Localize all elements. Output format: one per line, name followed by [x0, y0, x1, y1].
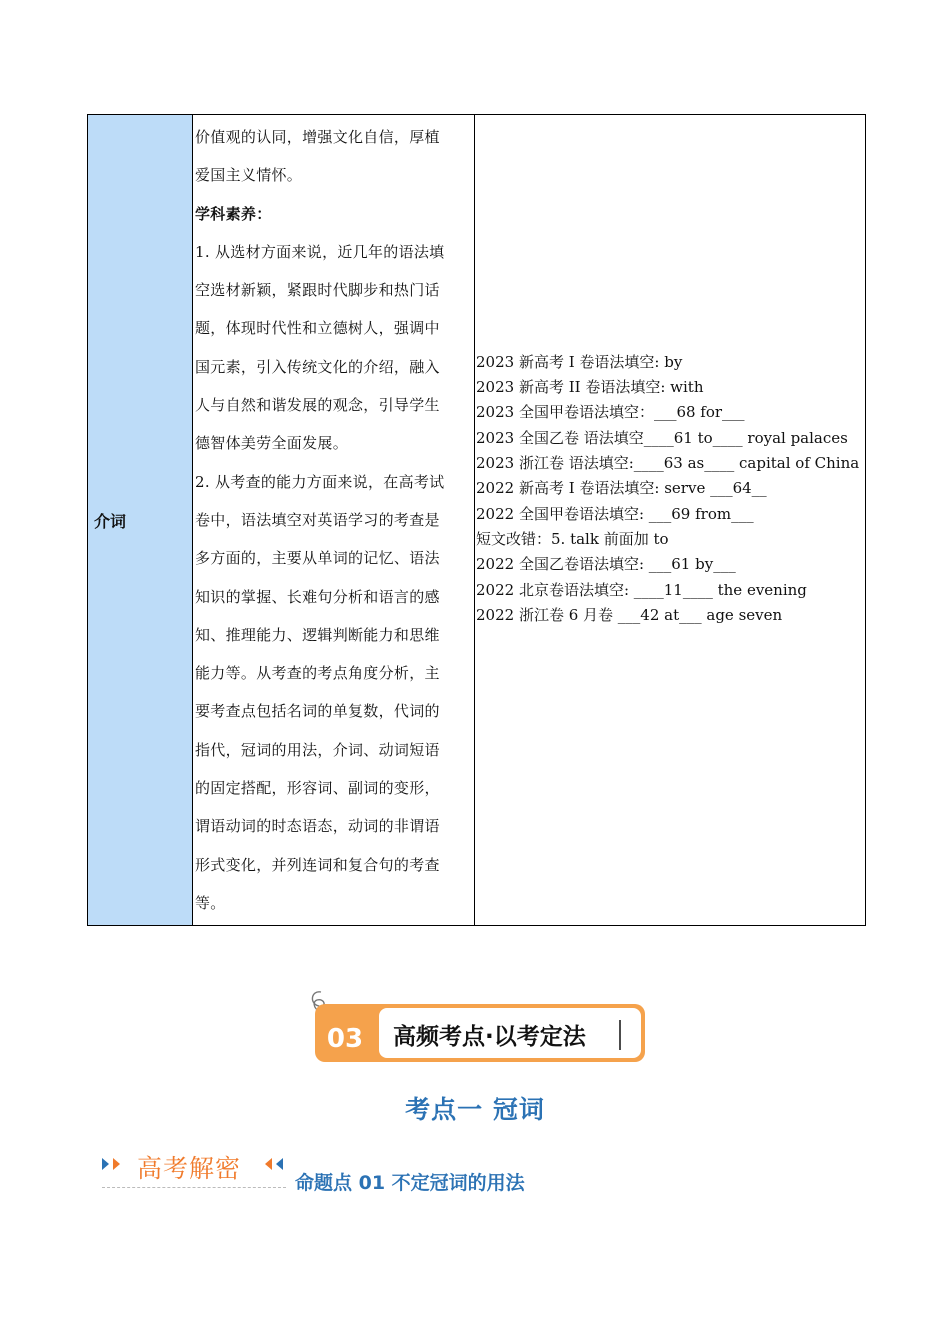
banner-text: 高频考点·以考定法 — [393, 1024, 586, 1050]
example-line: 2022 全国乙卷语法填空: ___61 by___ — [476, 555, 736, 574]
description-line: 价值观的认同，增强文化自信，厚植 — [195, 128, 440, 146]
grammar-table — [87, 114, 866, 926]
description-line: 2. 从考查的能力方面来说，在高考试 — [195, 472, 445, 491]
description-heading: 学科素养： — [195, 204, 272, 223]
description-line: 的固定搭配，形容词、副词的变形， — [195, 779, 440, 798]
example-line: 2022 新高考 I 卷语法填空: serve ___64__ — [476, 479, 767, 498]
double-arrow-left-icon — [265, 1158, 272, 1170]
description-line: 要考查点包括名词的单复数，代词的 — [195, 702, 440, 721]
description-line: 国元素，引入传统文化的介绍，融入 — [195, 357, 440, 376]
description-line: 爱国主义情怀。 — [195, 166, 303, 185]
description-line: 等。 — [195, 893, 226, 912]
description-line: 谓语动词的时态语态，动词的非谓语 — [195, 817, 440, 836]
description-line: 能力等。从考查的考点角度分析，主 — [195, 664, 440, 683]
example-line: 2023 新高考 II 卷语法填空: with — [476, 378, 704, 397]
description-line: 人与自然和谐发展的观念，引导学生 — [195, 396, 440, 415]
banner-number: 03 — [326, 1024, 364, 1054]
description-line: 卷中，语法填空对英语学习的考查是 — [195, 510, 440, 529]
category-cell — [88, 115, 193, 926]
description-line: 1. 从选材方面来说，近几年的语法填 — [195, 242, 445, 261]
example-line: 2023 全国乙卷 语法填空____61 to____ royal palaces — [476, 428, 848, 447]
description-cell — [193, 115, 475, 926]
example-line: 短文改错：5. talk 前面加 to — [476, 529, 669, 548]
double-arrow-right-icon — [102, 1158, 109, 1170]
section-title: 考点一 冠词 — [405, 1095, 545, 1124]
example-line: 2022 全国甲卷语法填空: ___69 from___ — [476, 504, 754, 523]
description-line: 多方面的，主要从单词的记忆、语法 — [195, 549, 440, 568]
examples-cell — [475, 115, 866, 926]
description-line: 形式变化，并列连词和复合句的考查 — [195, 855, 440, 874]
category-label: 介词 — [94, 511, 127, 531]
description-text — [193, 115, 474, 922]
example-line: 2023 全国甲卷语法填空：___68 for___ — [476, 403, 745, 422]
example-line: 2022 北京卷语法填空: ____11____ the evening — [476, 580, 807, 599]
examples-list — [475, 350, 865, 628]
example-line: 2022 浙江卷 6 月卷 ___42 at___ age seven — [476, 605, 783, 624]
section-banner — [307, 982, 647, 1066]
subheading: 命题点 01 不定冠词的用法 — [295, 1172, 525, 1194]
example-line: 2023 新高考 I 卷语法填空: by — [476, 352, 683, 371]
example-line: 2023 浙江卷 语法填空:____63 as____ capital of China — [476, 454, 860, 473]
decor-label: 高考解密 — [137, 1154, 242, 1183]
description-line: 题，体现时代性和立德树人，强调中 — [195, 319, 440, 338]
description-line: 知识的掌握、长难句分析和语言的感 — [195, 587, 440, 606]
description-line: 指代，冠词的用法，介词、动词短语 — [195, 740, 440, 759]
dashed-divider — [102, 1187, 286, 1188]
description-line: 德智体美劳全面发展。 — [195, 434, 349, 453]
description-line: 知、推理能力、逻辑判断能力和思维 — [195, 625, 440, 644]
description-line: 空选材新颖，紧跟时代脚步和热门话 — [195, 281, 440, 300]
